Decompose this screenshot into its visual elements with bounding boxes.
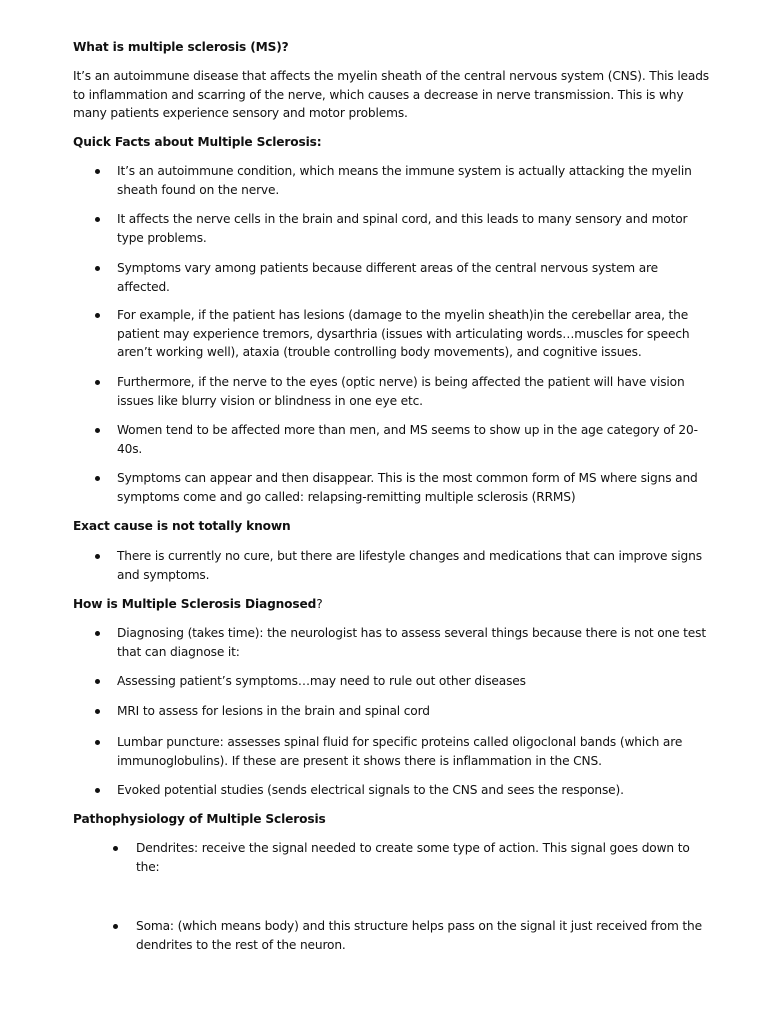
- bullet-icon: [95, 217, 100, 222]
- heading-what-is-ms: What is multiple sclerosis (MS)?: [73, 40, 289, 54]
- quick-fact-item: It affects the nerve cells in the brain and spinal cord, and this leads to many sensory and motor type problems.: [117, 212, 688, 245]
- quick-fact-item: Symptoms vary among patients because different areas of the central nervous system are affected.: [117, 261, 658, 294]
- intro-paragraph: It’s an autoimmune disease that affects the myelin sheath of the central nervous system (CNS). This leads to inflammation and scarring of the nerve, which causes a decrease in nerve transmission. This is why many patients experience sensory and motor problems.: [73, 69, 710, 120]
- bullet-icon: [95, 266, 100, 271]
- diagnosis-item: Evoked potential studies (sends electrical signals to the CNS and sees the response).: [117, 783, 624, 797]
- bullet-icon: [95, 476, 100, 481]
- heading-diagnosed-mark: ?: [316, 597, 323, 611]
- patho-item: Soma: (which means body) and this structure helps pass on the signal it just received from the dendrites to the rest of the neuron.: [136, 919, 702, 952]
- heading-pathophysiology: Pathophysiology of Multiple Sclerosis: [73, 812, 326, 826]
- quick-fact-item: For example, if the patient has lesions (damage to the myelin sheath)in the cerebellar area, the patient may experience tremors, dysarthria (issues with articulating words…muscles for speech aren’t working well), ataxia (trouble controlling body movements), and cognitive issues.: [117, 308, 690, 359]
- bullet-icon: [95, 709, 100, 714]
- bullet-icon: [95, 631, 100, 636]
- bullet-icon: [113, 846, 118, 851]
- quick-fact-item: Symptoms can appear and then disappear. This is the most common form of MS where signs and symptoms come and go called: relapsing-remitting multiple sclerosis (RRMS): [117, 471, 698, 504]
- diagnosis-item: Assessing patient’s symptoms…may need to rule out other diseases: [117, 674, 526, 688]
- bullet-icon: [95, 169, 100, 174]
- heading-quick-facts: Quick Facts about Multiple Sclerosis:: [73, 135, 322, 149]
- heading-diagnosed: [73, 595, 713, 614]
- diagnosis-item: Lumbar puncture: assesses spinal fluid for specific proteins called oligoclonal bands (which are immunoglobulins). If these are present it shows there is inflammation in the CNS.: [117, 735, 683, 768]
- bullet-icon: [95, 554, 100, 559]
- diagnosis-item: MRI to assess for lesions in the brain and spinal cord: [117, 704, 430, 718]
- patho-item: Dendrites: receive the signal needed to create some type of action. This signal goes down to the:: [136, 841, 690, 874]
- cause-item: There is currently no cure, but there are lifestyle changes and medications that can improve signs and symptoms.: [117, 549, 702, 582]
- quick-fact-item: Furthermore, if the nerve to the eyes (optic nerve) is being affected the patient will have vision issues like blurry vision or blindness in one eye etc.: [117, 375, 685, 408]
- bullet-icon: [95, 740, 100, 745]
- bullet-icon: [95, 428, 100, 433]
- quick-fact-item: It’s an autoimmune condition, which means the immune system is actually attacking the myelin sheath found on the nerve.: [117, 164, 692, 197]
- heading-cause: Exact cause is not totally known: [73, 519, 291, 533]
- bullet-icon: [95, 313, 100, 318]
- diagnosis-item: Diagnosing (takes time): the neurologist has to assess several things because there is not one test that can diagnose it:: [117, 626, 706, 659]
- bullet-icon: [95, 679, 100, 684]
- quick-fact-item: Women tend to be affected more than men, and MS seems to show up in the age category of 20-40s.: [117, 423, 698, 456]
- bullet-icon: [113, 924, 118, 929]
- bullet-icon: [95, 788, 100, 793]
- bullet-icon: [95, 380, 100, 385]
- heading-diagnosed-text: How is Multiple Sclerosis Diagnosed: [73, 597, 317, 611]
